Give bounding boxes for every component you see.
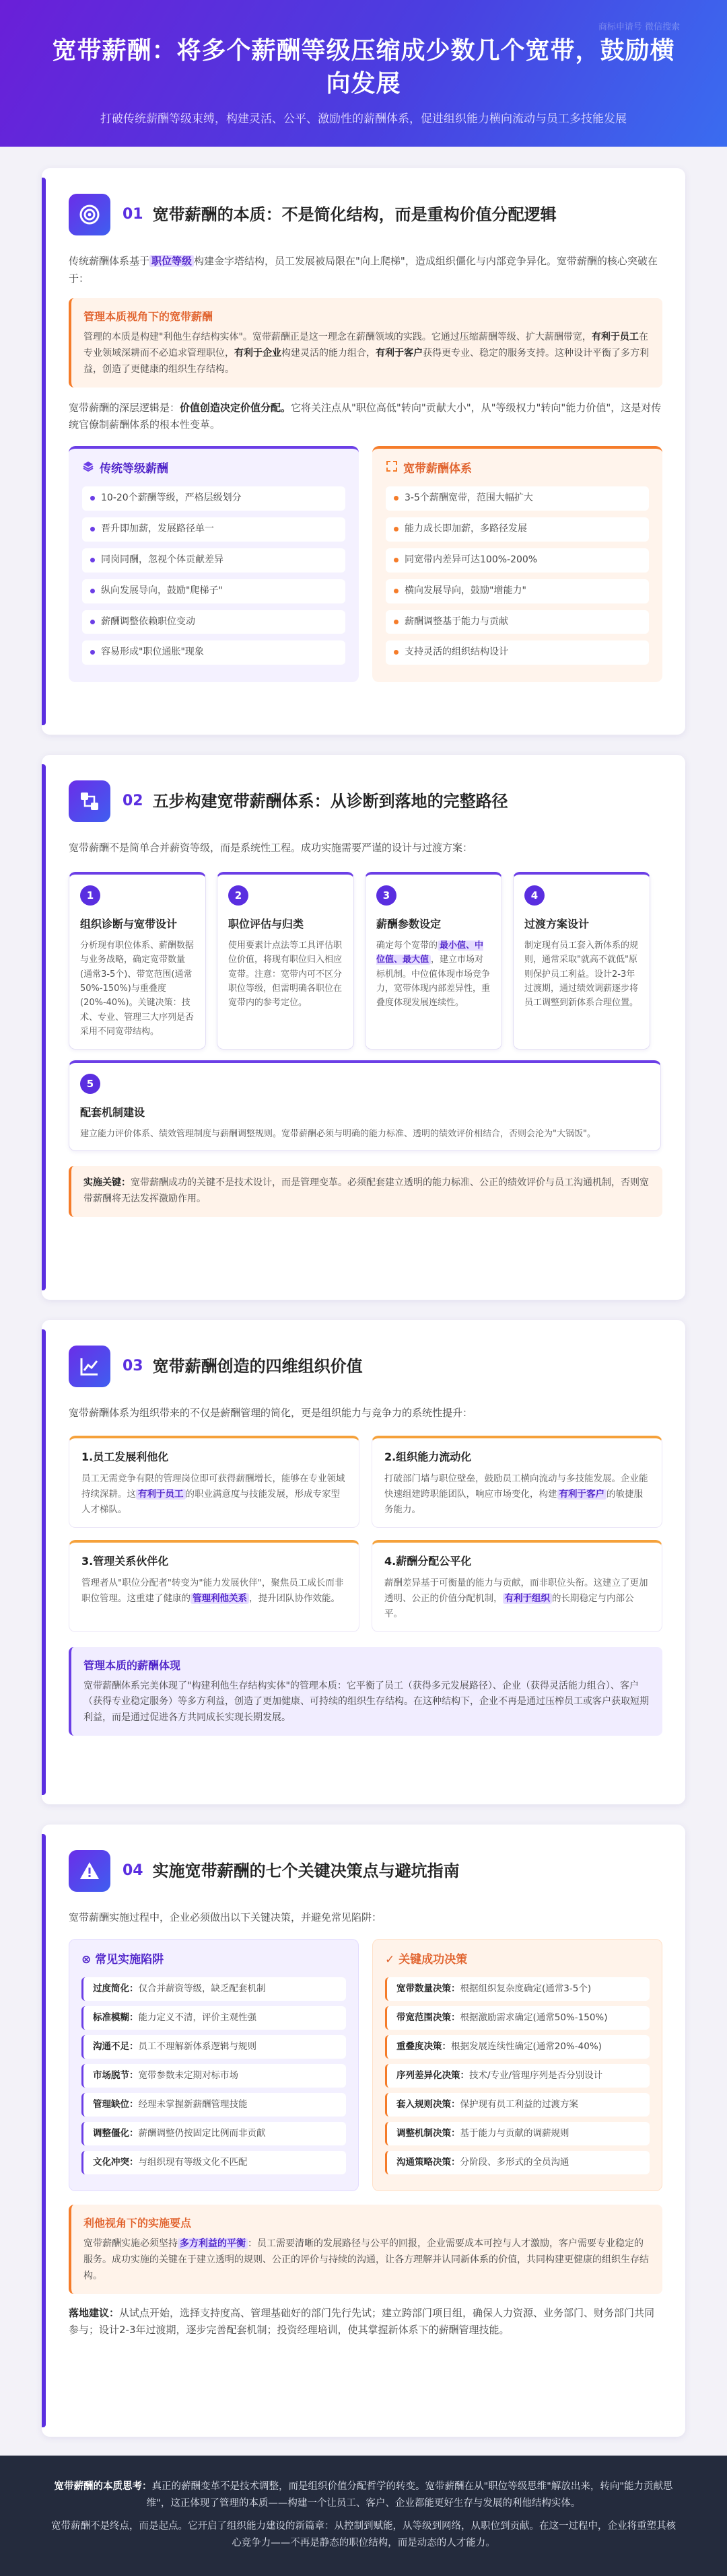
list-item: 宽带数量决策：根据组织复杂度确定(通常3-5个): [385, 1977, 650, 2001]
list-item: 沟通策略决策：分阶段、多形式的全员沟通: [385, 2151, 650, 2174]
step-text: 分析现有职位体系、薪酬数据与业务战略，确定宽带数量(通常3-5个)、带宽范围(通常50%-150%)与重叠度(20%-40%)。关键决策：技术、专业、管理三大序列是否采用不同宽带结构。: [80, 940, 195, 1037]
broadband-column: [372, 446, 662, 683]
section-five-steps: [42, 755, 685, 1300]
decisions-heading: ✓ 关键成功决策: [385, 1952, 468, 1966]
value-card-title: 3.管理关系伙伴化: [81, 1554, 169, 1568]
step-card: [217, 872, 354, 1050]
decisions-list: [385, 1977, 650, 2174]
altruism-note: [69, 2205, 662, 2294]
step-text: 确定每个宽带的 最小值、中位值、最大值 ，建立市场对标机制。中位值体现市场竞争力，宽带体现内部差异性，重叠度体现发展连续性。: [376, 940, 491, 1008]
decisions-column: [372, 1939, 662, 2191]
value-card: [372, 1540, 662, 1632]
step-text: 制定现有员工套入新体系的规则，通常采取"就高不就低"原则保护员工利益。设计2-3年过渡期，通过绩效调薪逐步将员工调整到新体系合理位置。: [524, 940, 639, 1008]
list-item: 序列差异化决策：技术/专业/管理序列是否分别设计: [385, 2064, 650, 2088]
layers-icon: [82, 459, 94, 479]
management-note: [69, 1647, 662, 1736]
section-title: 实施宽带薪酬的七个关键决策点与避坑指南: [152, 1861, 460, 1880]
steps-grid: [69, 872, 662, 1152]
step-number: 3: [376, 885, 396, 906]
list-item: 套入规则决策：保护现有员工利益的过渡方案: [385, 2093, 650, 2117]
warning-icon: [69, 1850, 110, 1892]
implementation-note: [69, 1166, 662, 1217]
list-item: 重叠度决策：根据发展连续性确定(通常20%-40%): [385, 2035, 650, 2059]
header-watermark: 商标申请号 微信搜索: [598, 22, 680, 32]
broadband-list: [386, 486, 649, 665]
list-item: 薪酬调整基于能力与贡献: [386, 610, 649, 634]
page-header: [0, 0, 727, 147]
pitfalls-column: [69, 1939, 359, 2191]
section-title: 宽带薪酬创造的四维组织价值: [152, 1356, 363, 1376]
list-item: 调整僵化：薪酬调整仍按固定比例而非贡献: [81, 2122, 346, 2145]
value-card: [69, 1540, 359, 1632]
footer-conclusion: 宽带薪酬不是终点，而是起点。它开启了组织能力建设的新篇章：从控制到赋能，从等级到网络，从职位到贡献。在这一过程中，企业将重塑其核心竞争力——不再是静态的职位结构，而是动态的人才能力。: [51, 2521, 676, 2548]
implementation-text: 实施关键：宽带薪酬成功的关键不是技术设计，而是管理变革。必须配套建立透明的能力标准、公正的绩效评价与员工沟通机制，否则宽带薪酬将无法发挥激励作用。: [83, 1177, 649, 1205]
list-item: 薪酬调整依赖职位变动: [82, 610, 345, 634]
traditional-list: [82, 486, 345, 665]
value-card: [69, 1436, 359, 1528]
step-title: 薪酬参数设定: [376, 917, 442, 930]
section-intro: 宽带薪酬不是简单合并薪资等级，而是系统性工程。成功实施需要严谨的设计与过渡方案：: [69, 842, 473, 854]
note-text: 宽带薪酬实施必须坚持 多方利益的平衡 ：员工需要清晰的发展路径与公平的回报，企业需要成本可控与人才激励，客户需要专业稳定的服务。成功实施的关键在于建立透明的规则、公正的评价与持续的沟通，让各方理解并认同新体系的价值，共同构建更健康的组织生存结构。: [83, 2238, 649, 2281]
section-number: 04: [123, 1862, 143, 1880]
value-card-text: 打破部门墙与职位壁垒，鼓励员工横向流动与多技能发展。企业能快速组建跨职能团队，响应市场变化，构建 有利于客户 的敏捷服务能力。: [384, 1473, 648, 1515]
list-item: 沟通不足：员工不理解新体系逻辑与规则: [81, 2035, 346, 2059]
broadband-heading: 宽带薪酬体系: [386, 459, 649, 479]
logic-text: 宽带薪酬的深层逻辑是：价值创造决定价值分配。它将关注点从"职位高低"转向"贡献大小"，从"等级权力"转向"能力价值"，这是对传统官僚制薪酬体系的根本性变革。: [69, 401, 662, 431]
x-circle-icon: ⊗: [81, 1952, 96, 1966]
page-title: 宽带薪酬：将多个薪酬等级压缩成少数几个宽带，鼓励横向发展: [52, 37, 675, 98]
section-essence: [42, 168, 685, 735]
section-title: 宽带薪酬的本质：不是简化结构，而是重构价值分配逻辑: [152, 205, 557, 224]
section-four-values: [42, 1320, 685, 1804]
section-intro: 宽带薪酬体系为组织带来的不仅是薪酬管理的简化，更是组织能力与竞争力的系统性提升：: [69, 1407, 473, 1419]
check-circle-icon: ✓: [385, 1952, 399, 1966]
step-title: 组织诊断与宽带设计: [80, 917, 178, 930]
step-card: [69, 872, 206, 1050]
expand-icon: [386, 459, 398, 479]
step-number: 4: [524, 885, 545, 906]
list-item: 支持灵活的组织结构设计: [386, 640, 649, 665]
list-item: 市场脱节：宽带参数未定期对标市场: [81, 2064, 346, 2088]
section-title: 五步构建宽带薪酬体系：从诊断到落地的完整路径: [152, 791, 508, 811]
value-card: [372, 1436, 662, 1528]
value-card-title: 4.薪酬分配公平化: [384, 1554, 472, 1568]
value-card-title: 1.员工发展利他化: [81, 1450, 169, 1463]
traditional-column: [69, 446, 359, 683]
section-intro: 传统薪酬体系基于 职位等级 构建金字塔结构，员工发展被局限在"向上爬梯"，造成组织僵化与内部竞争异化。宽带薪酬的核心突破在于：: [69, 255, 658, 285]
advice-text: 落地建议：从试点开始，选择支持度高、管理基础好的部门先行先试；建立跨部门项目组，确保人力资源、业务部门、财务部门共同参与；设计2-3年过渡期，逐步完善配套机制；投资经理培训，使其掌握新体系下的薪酬管理技能。: [69, 2306, 655, 2336]
value-card-title: 2.组织能力流动化: [384, 1450, 472, 1463]
step-title: 职位评估与归类: [228, 917, 304, 930]
list-item: 过度简化：仅合并薪资等级，缺乏配套机制: [81, 1977, 346, 2001]
note-text: 管理的本质是构建"利他生存结构实体"。宽带薪酬正是这一理念在薪酬领域的实践。它通过压缩薪酬等级、扩大薪酬带宽，有利于员工在专业领域深耕而不必追求管理职位，有利于企业构建灵活的能力组合，有利于客户获得更专业、稳定的服务支持。这种设计平衡了多方利益，创造了更健康的组织生存结构。: [83, 332, 649, 375]
list-item: 能力成长即加薪，多路径发展: [386, 517, 649, 542]
note-text: 宽带薪酬体系完美体现了"构建利他生存结构实体"的管理本质：它平衡了员工（获得多元发展路径）、企业（获得灵活能力组合）、客户（获得专业稳定服务）等多方利益，创造了更加健康、可持续的组织生存结构。在这种结构下，企业不再是通过压榨员工或客户获取短期利益，而是通过促进各方共同成长实现长期发展。: [83, 1680, 649, 1724]
section-number: 02: [123, 793, 143, 810]
list-item: 调整机制决策：基于能力与贡献的调薪规则: [385, 2122, 650, 2145]
pitfalls-heading: ⊗ 常见实施陷阱: [81, 1952, 164, 1966]
step-card: [69, 1060, 661, 1152]
section-number: 03: [123, 1358, 143, 1375]
compare-columns: [69, 446, 662, 683]
list-item: 纵向发展导向，鼓励"爬梯子": [82, 579, 345, 603]
list-item: 10-20个薪酬等级，严格层级划分: [82, 486, 345, 511]
section-decisions: [42, 1825, 685, 2437]
list-item: 同宽带内差异可达100%-200%: [386, 548, 649, 573]
decision-columns: [69, 1939, 662, 2191]
list-item: 带宽范围决策：根据激励需求确定(通常50%-150%): [385, 2006, 650, 2030]
list-item: 容易形成"职位通胀"现象: [82, 640, 345, 665]
section-header: [69, 780, 662, 822]
network-icon: [69, 780, 110, 822]
section-header: [69, 1850, 662, 1892]
section-number: 01: [123, 206, 143, 223]
step-title: 配套机制建设: [80, 1105, 145, 1119]
target-icon: [69, 194, 110, 235]
step-title: 过渡方案设计: [524, 917, 590, 930]
insight-note: [69, 298, 662, 388]
list-item: 文化冲突：与组织现有等级文化不匹配: [81, 2151, 346, 2174]
list-item: 同岗同酬，忽视个体贡献差异: [82, 548, 345, 573]
pitfalls-list: [81, 1977, 346, 2174]
list-item: 横向发展导向，鼓励"增能力": [386, 579, 649, 603]
value-card-text: 员工无需竞争有限的管理岗位即可获得薪酬增长，能够在专业领域持续深耕。这 有利于员工 的职业满意度与技能发展，形成专家型人才梯队。: [81, 1473, 345, 1515]
section-header: [69, 194, 662, 235]
section-header: [69, 1346, 662, 1387]
step-text: 建立能力评价体系、绩效管理制度与薪酬调整规则。宽带薪酬必须与明确的能力标准、透明的绩效评价相结合，否则会沦为"大锅饭"。: [80, 1128, 596, 1139]
page-subtitle: 打破传统薪酬等级束缚，构建灵活、公平、激励性的薪酬体系，促进组织能力横向流动与员工多技能发展: [100, 112, 627, 126]
value-card-text: 薪酬差异基于可衡量的能力与贡献，而非职位头衔。这建立了更加透明、公正的价值分配机制， 有利于组织 的长期稳定与内部公平。: [384, 1577, 648, 1619]
step-card: [365, 872, 502, 1050]
page-footer: [0, 2456, 727, 2576]
step-text: 使用要素计点法等工具评估职位价值，将现有职位归入相应宽带。注意：宽带内可不区分职位等级，但需明确各职位在宽带内的参考定位。: [228, 940, 343, 1008]
value-card-text: 管理者从"职位分配者"转变为"能力发展伙伴"，聚焦员工成长而非职位管理。这重建了健康的 管理利他关系 ，提升团队协作效能。: [81, 1577, 344, 1604]
chart-line-icon: [69, 1346, 110, 1387]
list-item: 标准模糊：能力定义不清，评价主观性强: [81, 2006, 346, 2030]
note-title: 利他视角下的实施要点: [83, 2216, 192, 2230]
section-intro: 宽带薪酬实施过程中，企业必须做出以下关键决策，并避免常见陷阱：: [69, 1911, 382, 1923]
note-title: 管理本质视角下的宽带薪酬: [83, 310, 213, 323]
footer-reflection: 宽带薪酬的本质思考：真正的薪酬变革不是技术调整，而是组织价值分配哲学的转变。宽带薪酬在从"职位等级思维"解放出来，转向"能力贡献思维"，这正体现了管理的本质——构建一个让员工、客户、企业都能更好生存与发展的利他结构实体。: [54, 2481, 673, 2509]
traditional-heading: 传统等级薪酬: [82, 459, 345, 479]
value-cards: [69, 1436, 662, 1632]
note-title: 管理本质的薪酬体现: [83, 1658, 181, 1672]
list-item: 晋升即加薪，发展路径单一: [82, 517, 345, 542]
step-number: 5: [80, 1074, 100, 1094]
step-number: 2: [228, 885, 248, 906]
step-number: 1: [80, 885, 100, 906]
step-card: [513, 872, 650, 1050]
list-item: 管理缺位：经理未掌握新薪酬管理技能: [81, 2093, 346, 2117]
list-item: 3-5个薪酬宽带，范围大幅扩大: [386, 486, 649, 511]
